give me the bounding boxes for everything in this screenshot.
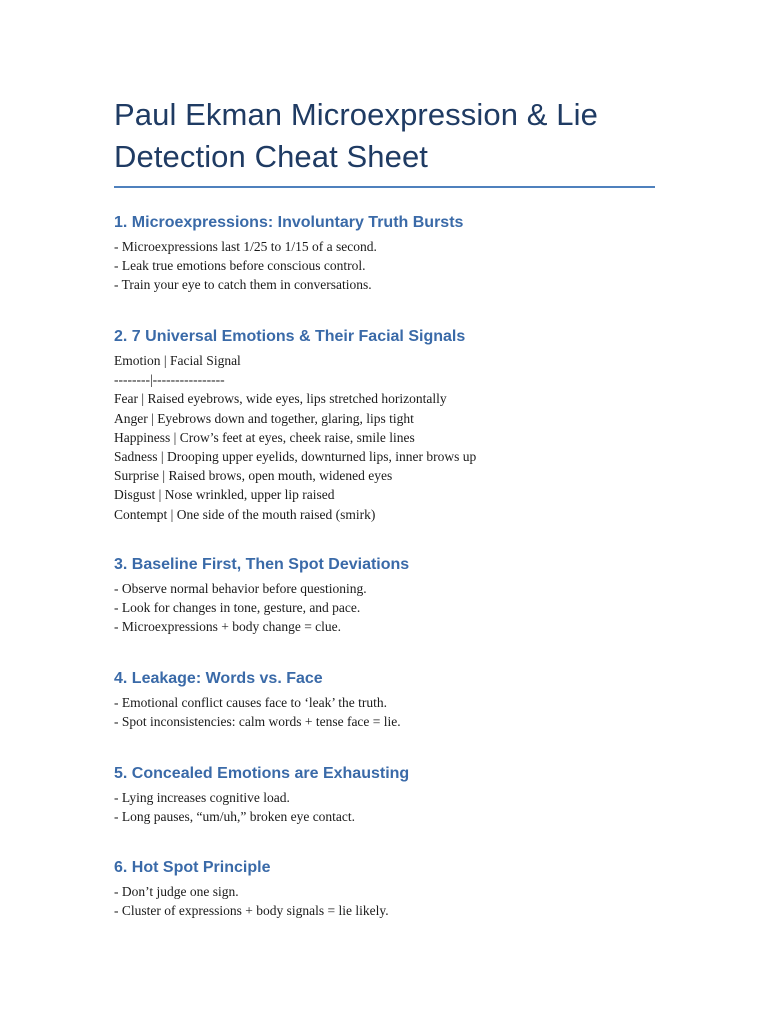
table-header-line: Emotion | Facial Signal xyxy=(114,353,241,368)
section-line: - Microexpressions + body change = clue. xyxy=(114,619,342,635)
section-concealed-emotions xyxy=(114,763,655,826)
section-line: - Cluster of expressions + body signals = lie likely. xyxy=(114,903,389,919)
title-divider xyxy=(114,186,655,188)
table-row: Sadness | Drooping upper eyelids, downturned lips, inner brows up xyxy=(114,449,477,465)
section-line: - Spot inconsistencies: calm words + tense face = lie. xyxy=(114,714,401,730)
section-line: - Leak true emotions before conscious control. xyxy=(114,258,366,274)
section-line: - Don’t judge one sign. xyxy=(114,884,239,899)
section-heading: 5. Concealed Emotions are Exhausting xyxy=(114,765,410,782)
section-line: - Long pauses, “um/uh,” broken eye contact. xyxy=(114,809,356,825)
section-universal-emotions xyxy=(114,326,655,524)
table-row: Contempt | One side of the mouth raised (smirk) xyxy=(114,506,376,522)
table-row: Happiness | Crow’s feet at eyes, cheek raise, smile lines xyxy=(114,429,415,445)
table-row: Fear | Raised eyebrows, wide eyes, lips stretched horizontally xyxy=(114,391,447,407)
section-line: - Microexpressions last 1/25 to 1/15 of a second. xyxy=(114,239,377,254)
section-heading: 6. Hot Spot Principle xyxy=(114,859,271,876)
section-line: - Lying increases cognitive load. xyxy=(114,790,290,805)
document-page xyxy=(114,0,655,919)
section-line: - Look for changes in tone, gesture, and pace. xyxy=(114,600,361,616)
document-title xyxy=(114,0,655,178)
section-line: - Train your eye to catch them in conversations. xyxy=(114,277,372,293)
section-microexpressions xyxy=(114,212,655,295)
table-row: Surprise | Raised brows, open mouth, widened eyes xyxy=(114,468,393,484)
section-line: - Observe normal behavior before questioning. xyxy=(114,581,367,596)
section-line: - Emotional conflict causes face to ‘leak’ the truth. xyxy=(114,695,388,710)
document-title-line-1: Paul Ekman Microexpression & Lie xyxy=(114,97,598,132)
section-baseline xyxy=(114,554,655,637)
table-row: Anger | Eyebrows down and together, glaring, lips tight xyxy=(114,410,414,426)
document-title-line-2: Detection Cheat Sheet xyxy=(114,139,429,174)
section-heading: 1. Microexpressions: Involuntary Truth Bursts xyxy=(114,214,464,231)
table-separator-line: --------|---------------- xyxy=(114,372,225,388)
section-heading: 4. Leakage: Words vs. Face xyxy=(114,670,323,687)
section-hot-spot xyxy=(114,857,655,920)
section-leakage xyxy=(114,668,655,731)
table-row: Disgust | Nose wrinkled, upper lip raised xyxy=(114,487,335,503)
section-heading: 2. 7 Universal Emotions & Their Facial Signals xyxy=(114,328,466,345)
section-heading: 3. Baseline First, Then Spot Deviations xyxy=(114,556,410,573)
